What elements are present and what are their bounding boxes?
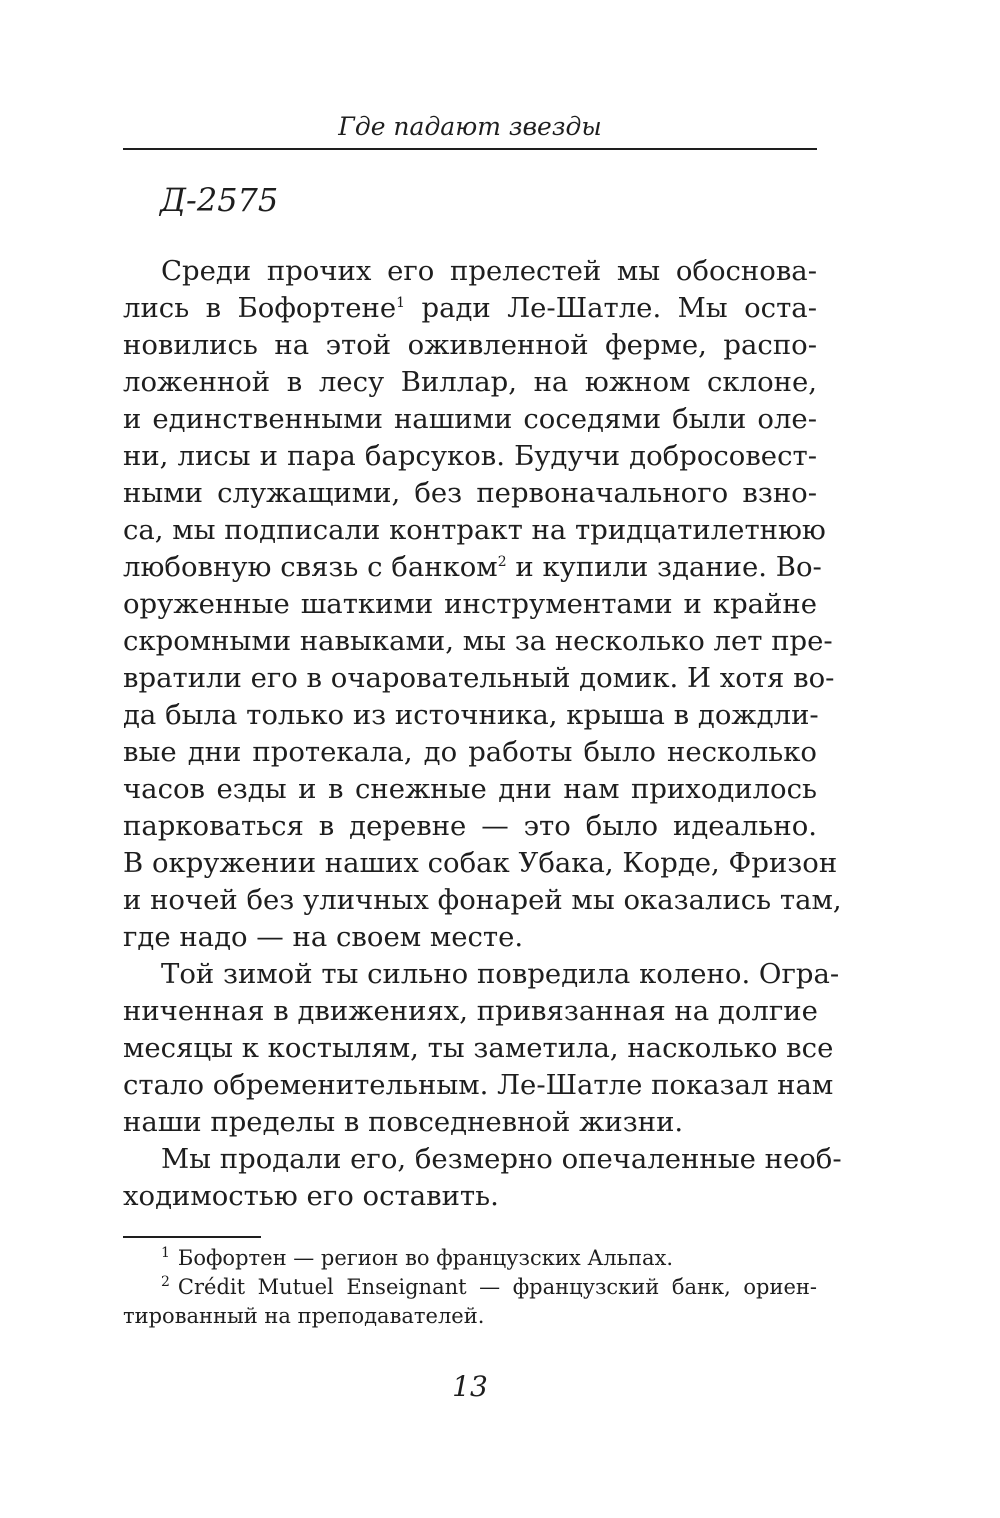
text-line: Мы продали его, безмерно опечаленные необ-: [161, 1143, 842, 1175]
text-line: Той зимой ты сильно повредила колено. Огра-: [161, 958, 840, 990]
chapter-title: Д-2575: [160, 181, 279, 219]
text-line: ниченная в движениях, привязанная на долгие: [123, 995, 818, 1027]
text-line: стало обременительным. Ле-Шатле показал нам: [123, 1069, 834, 1101]
footnote-rule: [123, 1236, 261, 1238]
footnote-2: $^2$ Crédit Mutuel Enseignant — французский банк, ориен-: [161, 1274, 817, 1299]
text-line: месяцы к костылям, ты заметила, насколько все: [123, 1032, 834, 1064]
text-line: наши пределы в повседневной жизни.: [123, 1106, 684, 1138]
footnotes: [123, 1244, 817, 1331]
text-line: Среди прочих его прелестей мы обоснова-: [161, 255, 817, 287]
text-line: и единственными нашими соседями были оле-: [123, 403, 817, 435]
text-line: новились на этой оживленной ферме, распо-: [123, 329, 817, 361]
text-line: оруженные шаткими инструментами и крайне: [123, 588, 817, 620]
text-line: скромными навыками, мы за несколько лет пре-: [123, 625, 833, 657]
body-text: [123, 253, 842, 1215]
text-line: где надо — на своем месте.: [123, 921, 524, 953]
footnote-2-continued: тированный на преподавателей.: [123, 1304, 485, 1328]
text-line: парковаться в деревне — это было идеально.: [123, 810, 817, 842]
text-line: любовную связь с банком$^2$ и купили здание. Во-: [123, 551, 822, 583]
text-line: ни, лисы и пара барсуков. Будучи добросовест-: [123, 440, 817, 472]
text-line: да была только из источника, крыша в дождли-: [123, 699, 819, 731]
text-line: В окружении наших собак Убака, Корде, Фризон: [123, 847, 838, 879]
footnote-ref: 1: [396, 294, 406, 311]
text-line: вые дни протекала, до работы было несколько: [123, 736, 817, 768]
text-line: ными служащими, без первоначального взно-: [123, 477, 817, 509]
text-line: вратили его в очаровательный домик. И хотя во-: [123, 662, 835, 694]
footnote-1: $^1$ Бофортен — регион во французских Альпах.: [161, 1245, 674, 1270]
running-head: Где падают звезды: [338, 112, 602, 141]
text-line: са, мы подписали контракт на тридцатилетнюю: [123, 514, 826, 546]
footnote-ref: 2: [497, 553, 507, 570]
text-line: ложенной в лесу Виллар, на южном склоне,: [123, 366, 817, 398]
text-line: лись в Бофортене$^1$ ради Ле-Шатле. Мы оста-: [123, 292, 817, 324]
header-rule: [123, 148, 817, 150]
text-line: ходимостью его оставить.: [123, 1180, 499, 1212]
page-number: 13: [452, 1370, 488, 1403]
text-line: и ночей без уличных фонарей мы оказались там,: [123, 884, 842, 916]
text-line: часов езды и в снежные дни нам приходилось: [123, 773, 817, 805]
